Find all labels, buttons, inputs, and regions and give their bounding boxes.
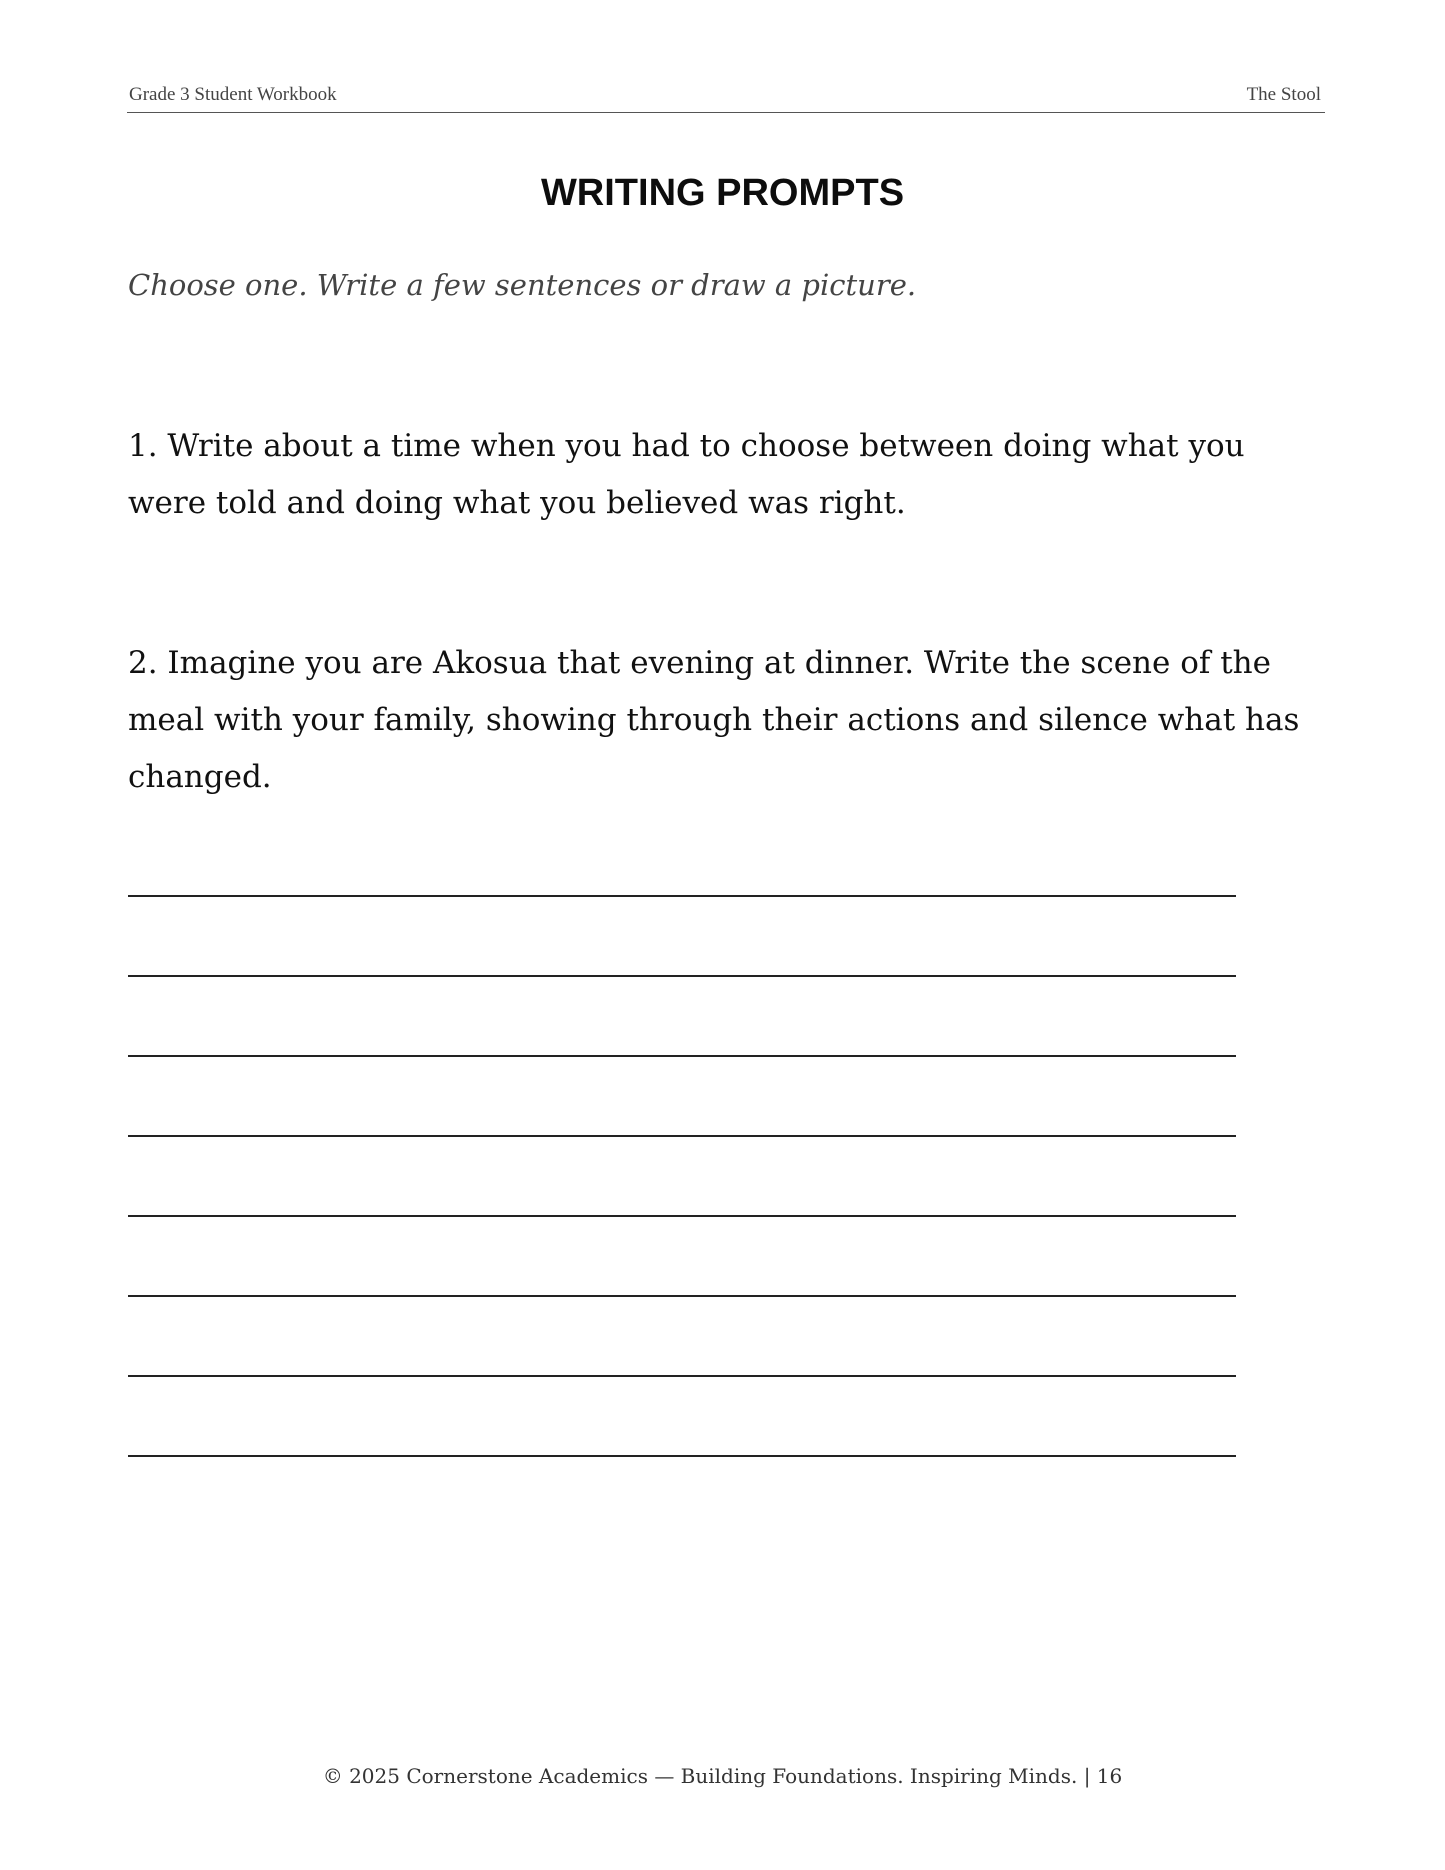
header-story-title: The Stool — [1246, 84, 1321, 105]
instructions-text: Choose one. Write a few sentences or draw a picture. — [128, 268, 917, 302]
running-header — [127, 82, 1325, 113]
answer-lines — [128, 867, 1236, 1457]
writing-prompt-2: 2. Imagine you are Akosua that evening at dinner. Write the scene of the meal with your family, showing through their actions and silence what has changed. — [128, 645, 1300, 795]
answer-line[interactable] — [128, 897, 1236, 977]
answer-line[interactable] — [128, 1217, 1236, 1297]
writing-prompt-1: 1. Write about a time when you had to choose between doing what you were told and doing what you believed was right. — [128, 428, 1245, 521]
answer-line[interactable] — [128, 1057, 1236, 1137]
answer-line[interactable] — [128, 1377, 1236, 1457]
page-footer: © 2025 Cornerstone Academics — Building Foundations. Inspiring Minds. | 16 — [322, 1764, 1123, 1788]
header-workbook-title: Grade 3 Student Workbook — [129, 84, 337, 105]
page-title: WRITING PROMPTS — [540, 172, 905, 214]
answer-line[interactable] — [128, 977, 1236, 1057]
answer-line[interactable] — [128, 867, 1236, 897]
answer-line[interactable] — [128, 1137, 1236, 1217]
answer-line[interactable] — [128, 1297, 1236, 1377]
